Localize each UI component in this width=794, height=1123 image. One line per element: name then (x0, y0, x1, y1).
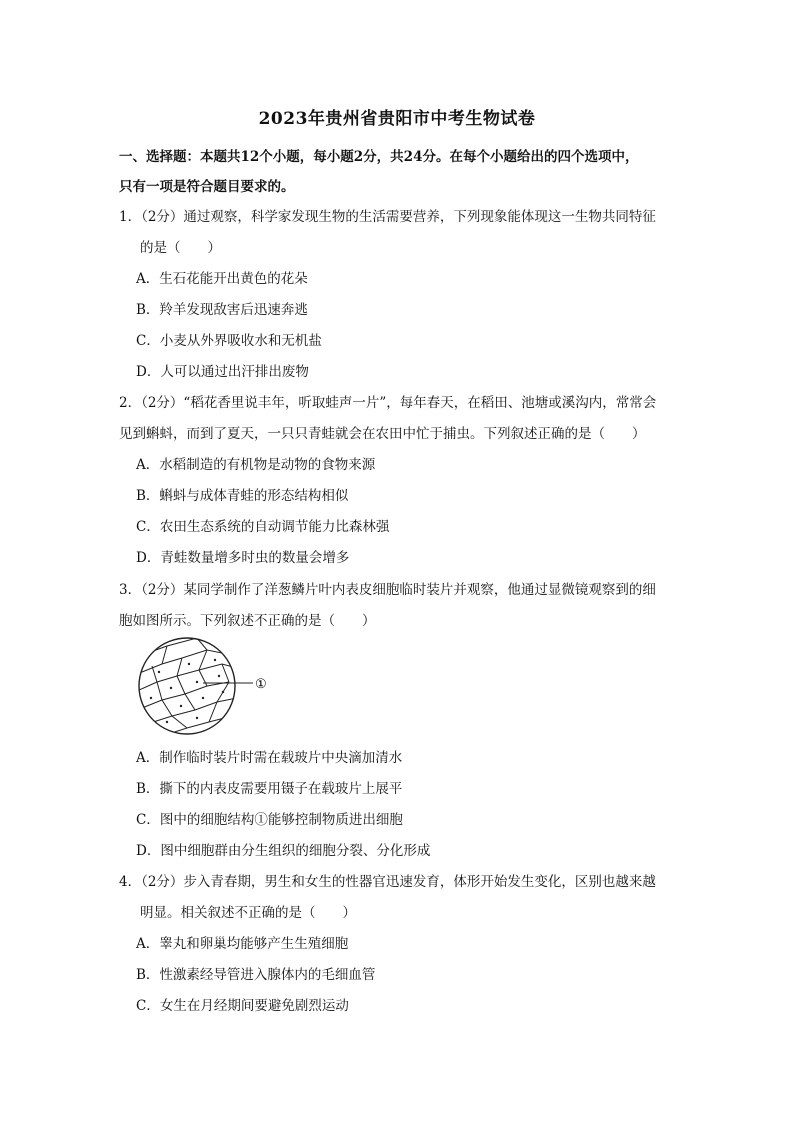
q4-stem-line1: 4．（2分）步入青春期，男生和女生的性器官迅速发育，体形开始发生变化，区别也越来越 (119, 874, 656, 890)
q1-option-a: A．生石花能开出黄色的花朵 (136, 271, 308, 287)
q2-option-c: C．农田生态系统的自动调节能力比森林强 (136, 519, 390, 535)
section-heading-line2: 只有一项是符合题目要求的。 (119, 179, 295, 195)
page-title: 2023年贵州省贵阳市中考生物试卷 (258, 109, 536, 129)
q4-option-b: B．性激素经导管进入腺体内的毛细血管 (136, 967, 376, 983)
q1-stem-line1: 1．（2分）通过观察，科学家发现生物的生活需要营养，下列现象能体现这一生物共同特征 (119, 209, 656, 225)
q3-option-c: C．图中的细胞结构①能够控制物质进出细胞 (136, 812, 403, 828)
q3-stem-line2: 胞如图所示。下列叙述不正确的是（ ） (119, 613, 376, 629)
q4-option-a: A．睾丸和卵巢均能够产生生殖细胞 (136, 936, 349, 952)
q3-option-d: D．图中细胞群由分生组织的细胞分裂、分化形成 (136, 843, 431, 859)
q1-option-d: D．人可以通过出汗排出废物 (136, 364, 309, 380)
q2-option-d: D．青蛙数量增多时虫的数量会增多 (136, 550, 350, 566)
q1-option-c: C．小麦从外界吸收水和无机盐 (136, 333, 322, 349)
q4-option-c: C．女生在月经期间要避免剧烈运动 (136, 998, 349, 1014)
q1-option-b: B．羚羊发现敌害后迅速奔逃 (136, 302, 308, 318)
q2-stem-line1: 2．（2分）“稻花香里说丰年，听取蛙声一片”，每年春天，在稻田、池塘或溪沟内，常常会 (119, 395, 657, 411)
q3-option-a: A．制作临时装片时需在载玻片中央滴加清水 (136, 750, 403, 766)
q2-option-b: B．蝌蚪与成体青蛙的形态结构相似 (136, 488, 349, 504)
q2-stem-line2: 见到蝌蚪，而到了夏天，一只只青蛙就会在农田中忙于捕虫。下列叙述正确的是（ ） (119, 426, 646, 442)
q3-option-b: B．撕下的内表皮需要用镊子在载玻片上展平 (136, 781, 403, 797)
q1-stem-line2: 的是（ ） (140, 240, 221, 256)
q4-stem-line2: 明显。相关叙述不正确的是（ ） (140, 905, 356, 921)
q3-stem-line1: 3．（2分）某同学制作了洋葱鳞片叶内表皮细胞临时装片并观察，他通过显微镜观察到的细 (119, 582, 656, 598)
section-heading-line1: 一、选择题：本题共12个小题，每小题2分，共24分。在每个小题给出的四个选项中， (119, 149, 639, 165)
q2-option-a: A．水稻制造的有机物是动物的食物来源 (136, 457, 376, 473)
onion-epidermis-cell-diagram (137, 636, 277, 738)
figure-label-1: ① (255, 677, 267, 692)
